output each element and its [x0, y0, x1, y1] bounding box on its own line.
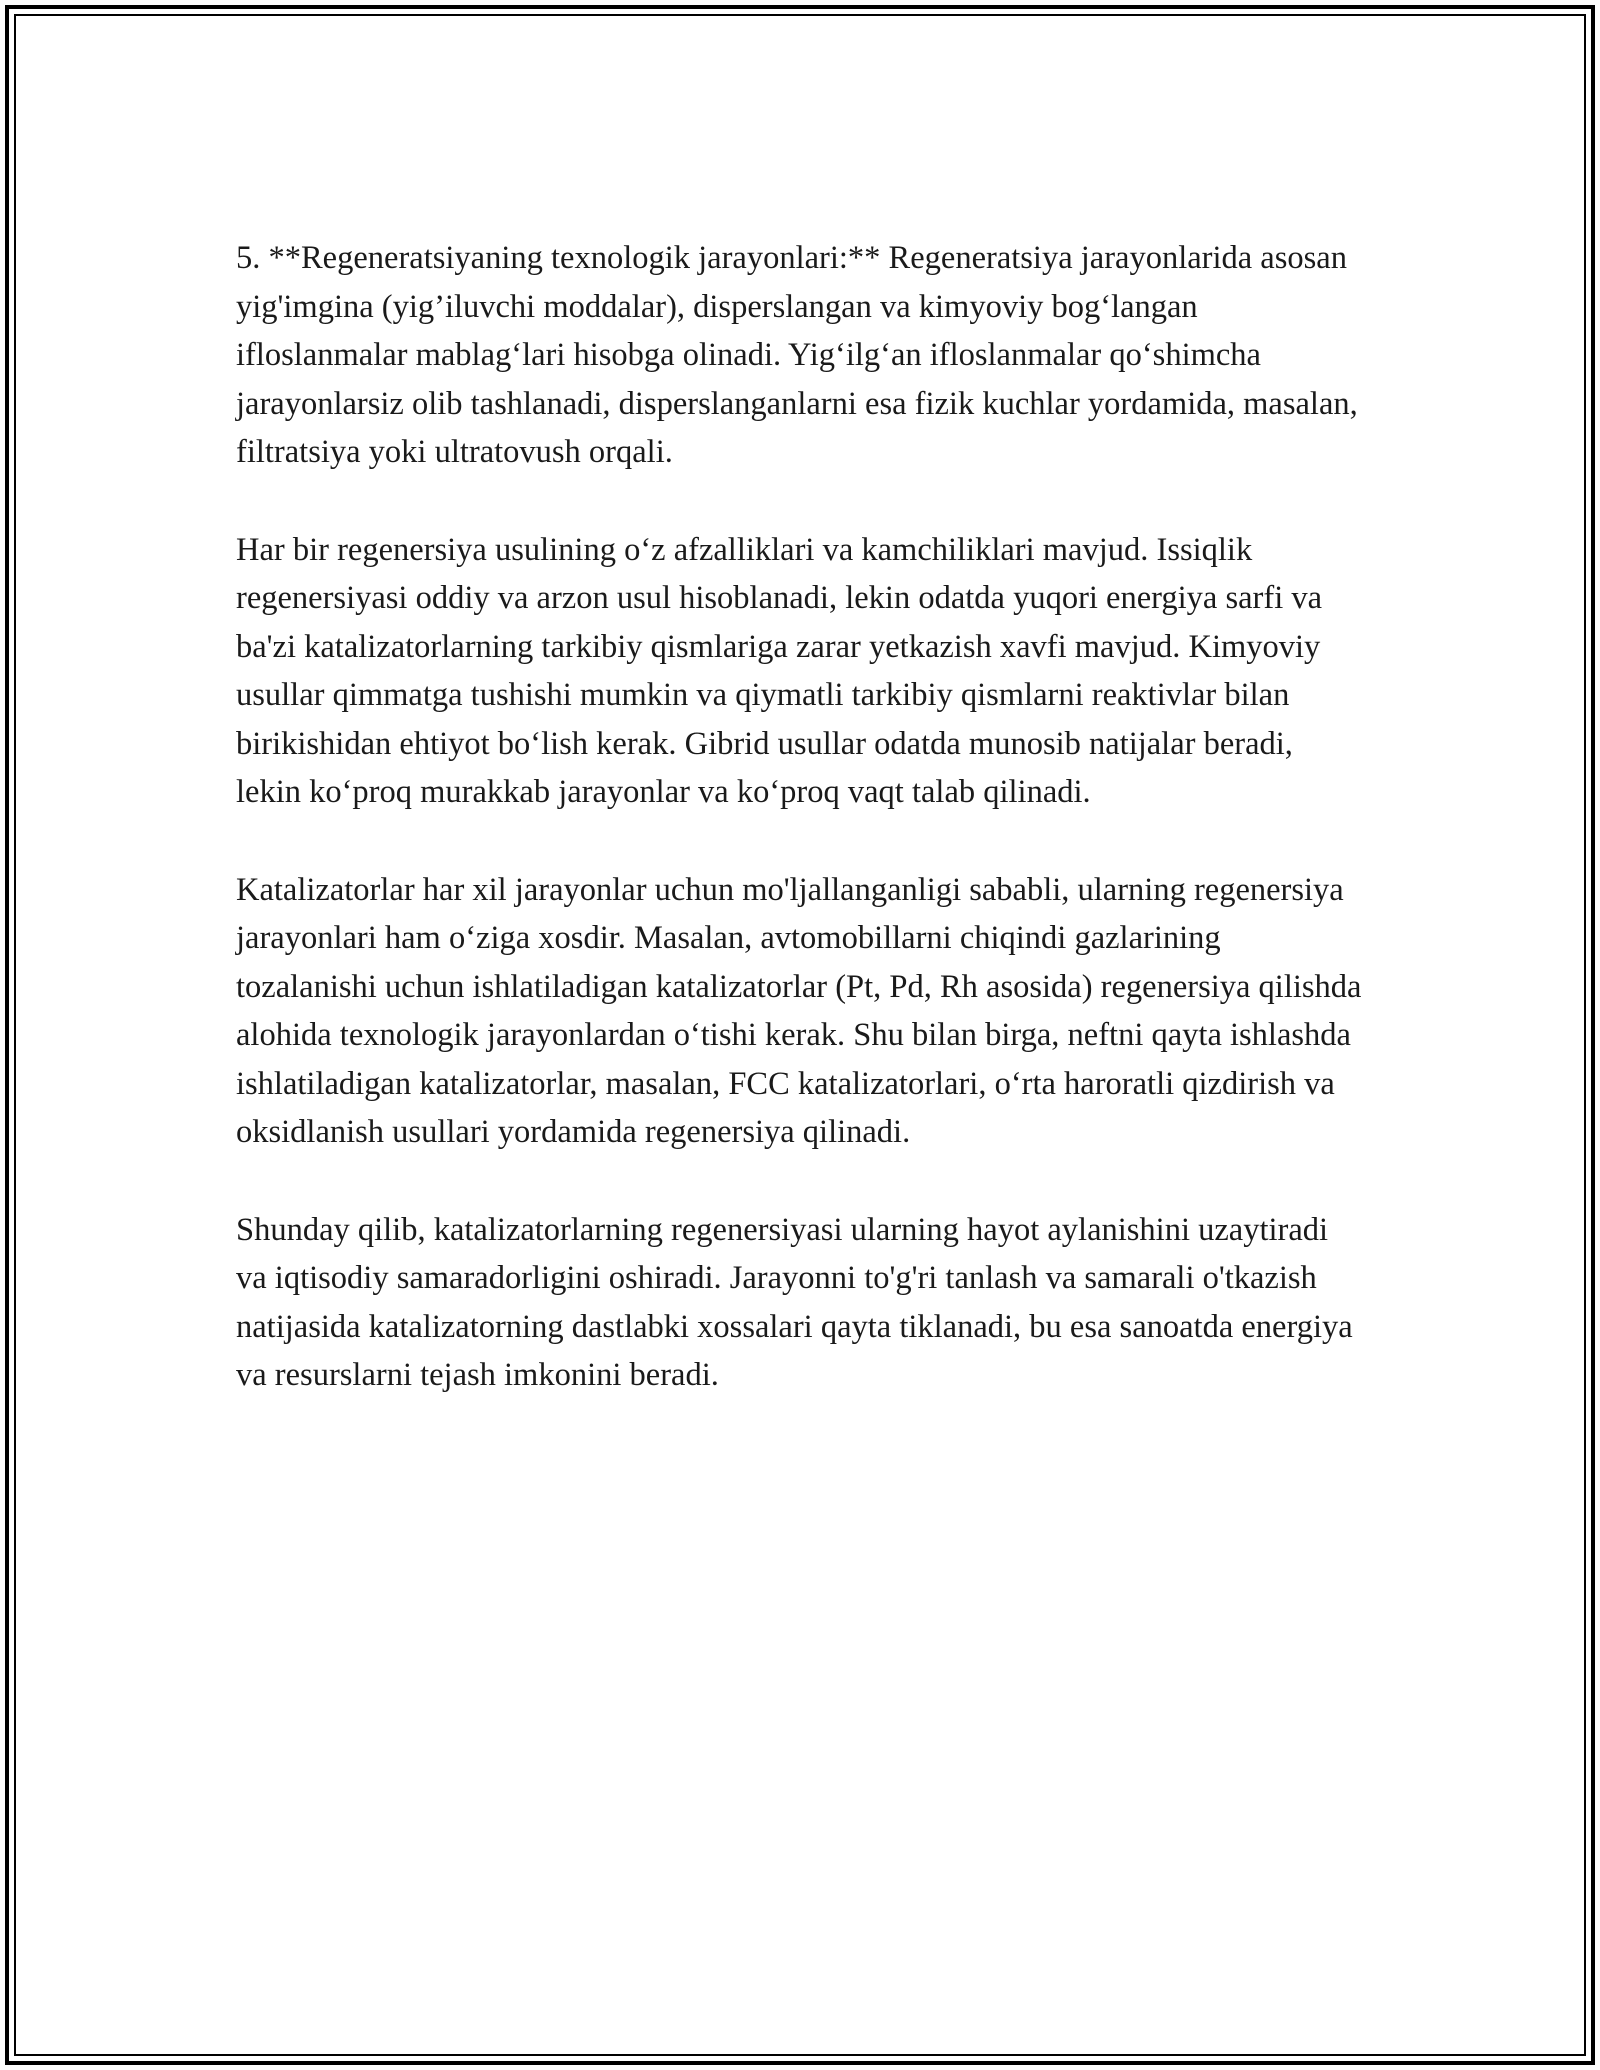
paragraph-method-advantages: Har bir regenersiya usulining o‘z afzalliklari va kamchiliklari mavjud. Issiqlik regenersiyasi oddiy va arzon usul hisoblanadi, lekin odatda yuqori energiya sarfi va ba'zi katalizatorlarning tarkibiy qismlariga zarar yetkazish xavfi mavjud. Kimyoviy usullar qimmatga tushishi mumkin va qiymatli tarkibiy qismlarni reaktivlar bilan birikishidan ehtiyot bo‘lish kerak. Gibrid usullar odatda munosib natijalar beradi, lekin ko‘proq murakkab jarayonlar va ko‘proq vaqt talab qilinadi. [236, 531, 1323, 810]
paragraph-conclusion: Shunday qilib, katalizatorlarning regenersiyasi ularning hayot aylanishini uzaytiradi va iqtisodiy samaradorligini oshiradi. Jarayonni to'g'ri tanlash va samarali o'tkazish natijasida katalizatorning dastlabki xossalari qayta tiklanadi, bu esa sanoatda energiya va resurslarni tejash imkonini beradi. [236, 1211, 1353, 1393]
document-body [236, 234, 1364, 1449]
paragraph-regeneration-processes: 5. **Regeneratsiyaning texnologik jarayonlari:** Regeneratsiya jarayonlarida asosan yig'imgina (yig’iluvchi moddalar), disperslangan va kimyoviy bog‘langan ifloslanmalar mablag‘lari hisobga olinadi. Yig‘ilg‘an ifloslanmalar qo‘shimcha jarayonlarsiz olib tashlanadi, disperslanganlarni esa fizik kuchlar yordamida, masalan, filtratsiya yoki ultratovush orqali. [236, 240, 1358, 470]
paragraph-catalyst-specifics: Katalizatorlar har xil jarayonlar uchun mo'ljallanganligi sababli, ularning regenersiya jarayonlari ham o‘ziga xosdir. Masalan, avtomobillarni chiqindi gazlarining tozalanishi uchun ishlatiladigan katalizatorlar (Pt, Pd, Rh asosida) regenersiya qilishda alohida texnologik jarayonlardan o‘tishi kerak. Shu bilan birga, neftni qayta ishlashda ishlatiladigan katalizatorlar, masalan, FCC katalizatorlari, o‘rta haroratli qizdirish va oksidlanish usullari yordamida regenersiya qilinadi. [236, 871, 1362, 1150]
